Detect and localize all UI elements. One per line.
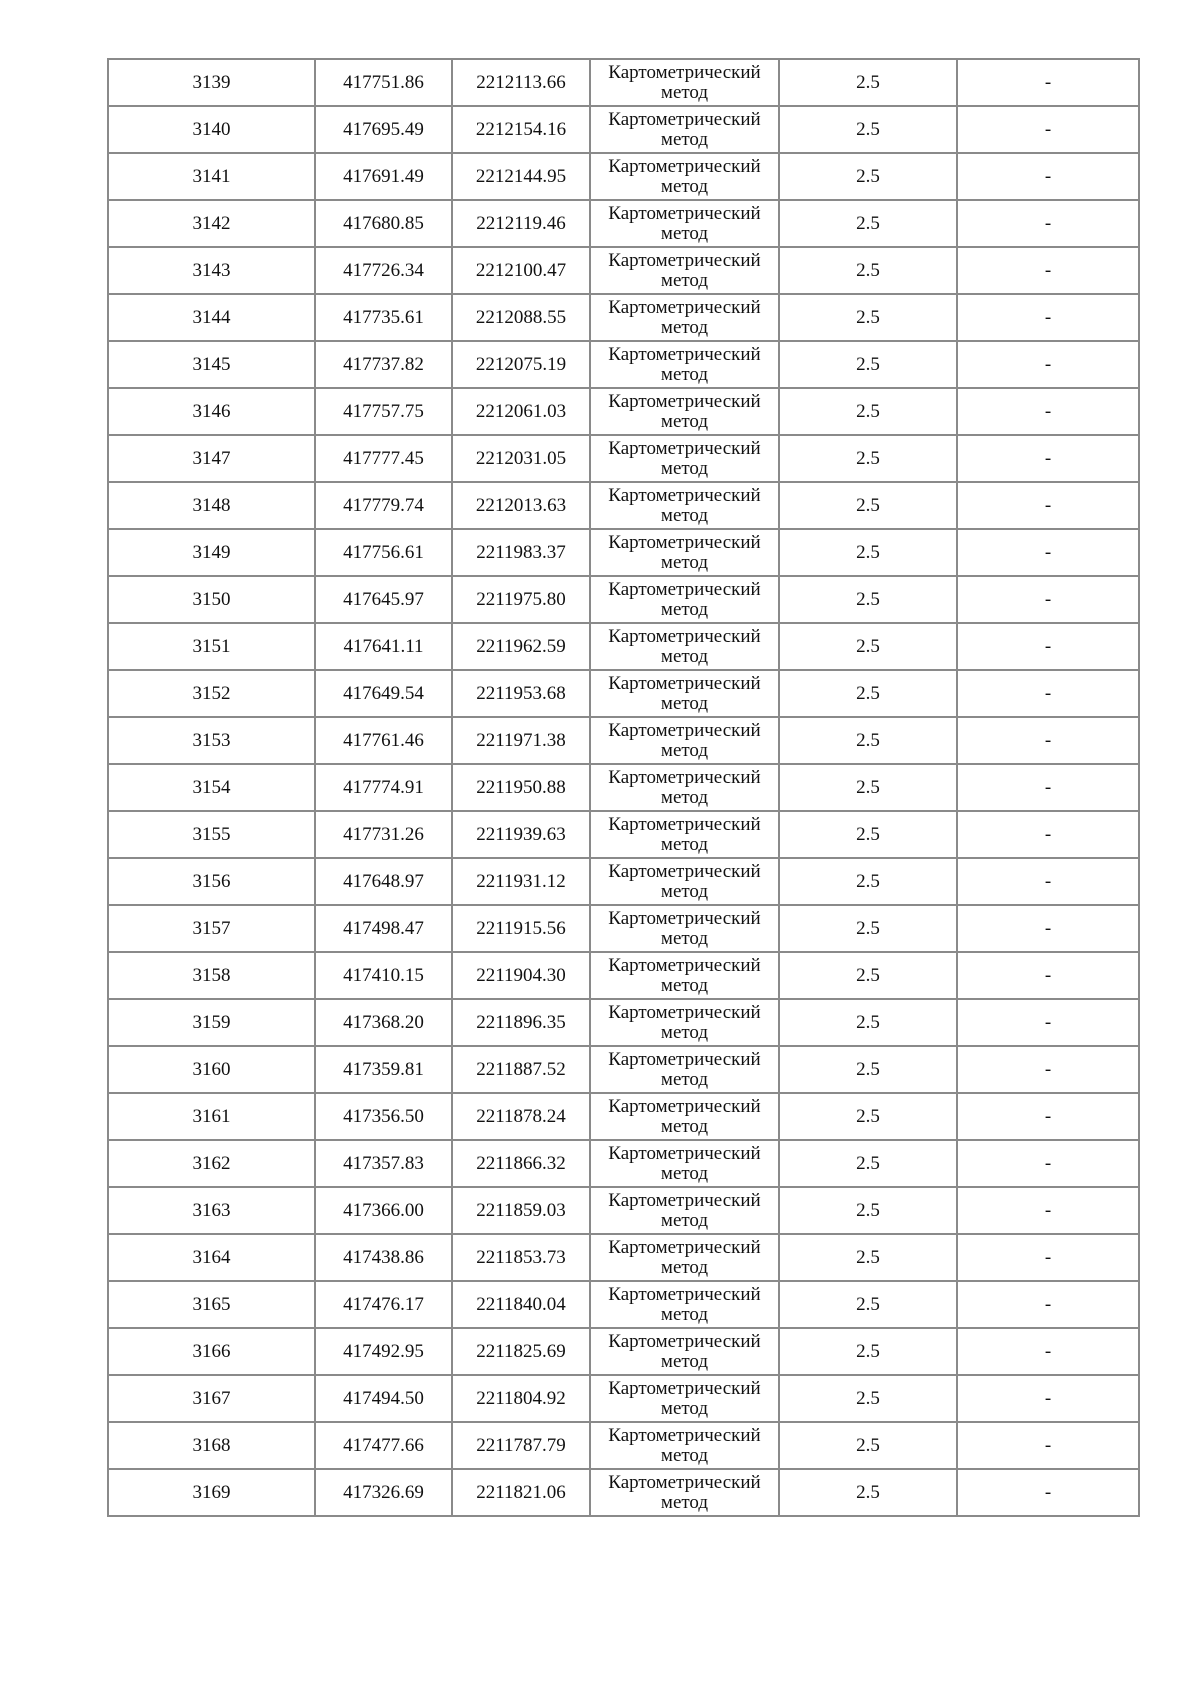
- accuracy-cell: 2.5: [779, 811, 957, 858]
- method-cell: [590, 1093, 779, 1140]
- y-coordinate-cell: 2211931.12: [452, 858, 590, 905]
- method-cell: [590, 905, 779, 952]
- note-cell: -: [957, 717, 1139, 764]
- accuracy-cell: 2.5: [779, 529, 957, 576]
- point-number-cell: 3140: [108, 106, 315, 153]
- table-row: [108, 341, 1139, 388]
- method-cell: [590, 1140, 779, 1187]
- table-row: [108, 59, 1139, 106]
- y-coordinate-cell: 2211866.32: [452, 1140, 590, 1187]
- accuracy-cell: 2.5: [779, 670, 957, 717]
- method-cell: [590, 1234, 779, 1281]
- table-row: [108, 811, 1139, 858]
- point-number-cell: 3155: [108, 811, 315, 858]
- note-cell: -: [957, 200, 1139, 247]
- method-line-2: метод: [660, 1397, 709, 1419]
- method-line-1: Картометрический: [608, 108, 761, 130]
- point-number-cell: 3142: [108, 200, 315, 247]
- method-cell: [590, 482, 779, 529]
- point-number-cell: 3162: [108, 1140, 315, 1187]
- x-coordinate-cell: 417757.75: [315, 388, 452, 435]
- x-coordinate-cell: 417498.47: [315, 905, 452, 952]
- accuracy-cell: 2.5: [779, 1328, 957, 1375]
- method-line-2: метод: [660, 222, 709, 244]
- method-line-2: метод: [660, 1209, 709, 1231]
- note-cell: -: [957, 811, 1139, 858]
- accuracy-cell: 2.5: [779, 1469, 957, 1516]
- table-row: [108, 1281, 1139, 1328]
- y-coordinate-cell: 2212154.16: [452, 106, 590, 153]
- x-coordinate-cell: 417774.91: [315, 764, 452, 811]
- accuracy-cell: 2.5: [779, 435, 957, 482]
- y-coordinate-cell: 2212088.55: [452, 294, 590, 341]
- method-line-1: Картометрический: [608, 1377, 761, 1399]
- method-cell: [590, 294, 779, 341]
- method-cell: [590, 1328, 779, 1375]
- x-coordinate-cell: 417735.61: [315, 294, 452, 341]
- table-row: [108, 1328, 1139, 1375]
- method-line-1: Картометрический: [608, 672, 761, 694]
- table-row: [108, 623, 1139, 670]
- note-cell: -: [957, 1046, 1139, 1093]
- method-line-2: метод: [660, 551, 709, 573]
- accuracy-cell: 2.5: [779, 717, 957, 764]
- table-row: [108, 106, 1139, 153]
- method-cell: [590, 435, 779, 482]
- y-coordinate-cell: 2212119.46: [452, 200, 590, 247]
- point-number-cell: 3144: [108, 294, 315, 341]
- point-number-cell: 3167: [108, 1375, 315, 1422]
- method-line-2: метод: [660, 598, 709, 620]
- method-line-2: метод: [660, 927, 709, 949]
- y-coordinate-cell: 2211787.79: [452, 1422, 590, 1469]
- accuracy-cell: 2.5: [779, 106, 957, 153]
- y-coordinate-cell: 2212144.95: [452, 153, 590, 200]
- accuracy-cell: 2.5: [779, 1046, 957, 1093]
- x-coordinate-cell: 417476.17: [315, 1281, 452, 1328]
- method-line-2: метод: [660, 504, 709, 526]
- x-coordinate-cell: 417641.11: [315, 623, 452, 670]
- x-coordinate-cell: 417731.26: [315, 811, 452, 858]
- method-line-2: метод: [660, 1256, 709, 1278]
- accuracy-cell: 2.5: [779, 576, 957, 623]
- note-cell: -: [957, 1234, 1139, 1281]
- y-coordinate-cell: 2211953.68: [452, 670, 590, 717]
- y-coordinate-cell: 2212013.63: [452, 482, 590, 529]
- method-cell: [590, 1046, 779, 1093]
- note-cell: -: [957, 576, 1139, 623]
- method-cell: [590, 1187, 779, 1234]
- method-cell: [590, 1281, 779, 1328]
- method-cell: [590, 59, 779, 106]
- x-coordinate-cell: 417648.97: [315, 858, 452, 905]
- note-cell: -: [957, 529, 1139, 576]
- method-cell: [590, 576, 779, 623]
- accuracy-cell: 2.5: [779, 999, 957, 1046]
- x-coordinate-cell: 417477.66: [315, 1422, 452, 1469]
- x-coordinate-cell: 417680.85: [315, 200, 452, 247]
- note-cell: -: [957, 247, 1139, 294]
- point-number-cell: 3169: [108, 1469, 315, 1516]
- method-line-1: Картометрический: [608, 155, 761, 177]
- method-line-1: Картометрический: [608, 578, 761, 600]
- y-coordinate-cell: 2211859.03: [452, 1187, 590, 1234]
- accuracy-cell: 2.5: [779, 905, 957, 952]
- y-coordinate-cell: 2211939.63: [452, 811, 590, 858]
- x-coordinate-cell: 417761.46: [315, 717, 452, 764]
- point-number-cell: 3168: [108, 1422, 315, 1469]
- accuracy-cell: 2.5: [779, 952, 957, 999]
- method-line-1: Картометрический: [608, 1095, 761, 1117]
- point-number-cell: 3161: [108, 1093, 315, 1140]
- method-line-1: Картометрический: [608, 954, 761, 976]
- note-cell: -: [957, 858, 1139, 905]
- y-coordinate-cell: 2211971.38: [452, 717, 590, 764]
- method-line-1: Картометрический: [608, 296, 761, 318]
- method-line-1: Картометрический: [608, 531, 761, 553]
- table-row: [108, 999, 1139, 1046]
- table-row: [108, 1375, 1139, 1422]
- coordinates-table: [107, 58, 1140, 1517]
- method-line-1: Картометрический: [608, 813, 761, 835]
- x-coordinate-cell: 417777.45: [315, 435, 452, 482]
- accuracy-cell: 2.5: [779, 1093, 957, 1140]
- note-cell: -: [957, 482, 1139, 529]
- note-cell: -: [957, 59, 1139, 106]
- method-line-1: Картометрический: [608, 1283, 761, 1305]
- x-coordinate-cell: 417492.95: [315, 1328, 452, 1375]
- note-cell: -: [957, 1328, 1139, 1375]
- note-cell: -: [957, 1469, 1139, 1516]
- method-line-1: Картометрический: [608, 1471, 761, 1493]
- note-cell: -: [957, 341, 1139, 388]
- point-number-cell: 3141: [108, 153, 315, 200]
- note-cell: -: [957, 435, 1139, 482]
- note-cell: -: [957, 1375, 1139, 1422]
- y-coordinate-cell: 2212061.03: [452, 388, 590, 435]
- table-row: [108, 1046, 1139, 1093]
- method-cell: [590, 247, 779, 294]
- method-cell: [590, 341, 779, 388]
- accuracy-cell: 2.5: [779, 294, 957, 341]
- accuracy-cell: 2.5: [779, 1422, 957, 1469]
- method-line-2: метод: [660, 880, 709, 902]
- method-cell: [590, 811, 779, 858]
- point-number-cell: 3157: [108, 905, 315, 952]
- note-cell: -: [957, 905, 1139, 952]
- method-cell: [590, 388, 779, 435]
- method-cell: [590, 952, 779, 999]
- method-line-2: метод: [660, 692, 709, 714]
- y-coordinate-cell: 2211878.24: [452, 1093, 590, 1140]
- accuracy-cell: 2.5: [779, 388, 957, 435]
- x-coordinate-cell: 417726.34: [315, 247, 452, 294]
- note-cell: -: [957, 670, 1139, 717]
- method-line-2: метод: [660, 786, 709, 808]
- point-number-cell: 3165: [108, 1281, 315, 1328]
- y-coordinate-cell: 2211975.80: [452, 576, 590, 623]
- method-line-1: Картометрический: [608, 437, 761, 459]
- method-line-1: Картометрический: [608, 1142, 761, 1164]
- method-line-2: метод: [660, 363, 709, 385]
- y-coordinate-cell: 2211904.30: [452, 952, 590, 999]
- method-line-2: метод: [660, 1115, 709, 1137]
- method-cell: [590, 999, 779, 1046]
- x-coordinate-cell: 417756.61: [315, 529, 452, 576]
- point-number-cell: 3143: [108, 247, 315, 294]
- y-coordinate-cell: 2212031.05: [452, 435, 590, 482]
- y-coordinate-cell: 2211804.92: [452, 1375, 590, 1422]
- table-row: [108, 294, 1139, 341]
- note-cell: -: [957, 623, 1139, 670]
- accuracy-cell: 2.5: [779, 200, 957, 247]
- y-coordinate-cell: 2211887.52: [452, 1046, 590, 1093]
- point-number-cell: 3159: [108, 999, 315, 1046]
- accuracy-cell: 2.5: [779, 1281, 957, 1328]
- table-row: [108, 435, 1139, 482]
- note-cell: -: [957, 952, 1139, 999]
- method-cell: [590, 529, 779, 576]
- note-cell: -: [957, 999, 1139, 1046]
- table-row: [108, 1422, 1139, 1469]
- method-line-2: метод: [660, 1162, 709, 1184]
- method-cell: [590, 153, 779, 200]
- method-line-2: метод: [660, 316, 709, 338]
- point-number-cell: 3149: [108, 529, 315, 576]
- x-coordinate-cell: 417356.50: [315, 1093, 452, 1140]
- x-coordinate-cell: 417779.74: [315, 482, 452, 529]
- table-row: [108, 1469, 1139, 1516]
- table-row: [108, 905, 1139, 952]
- method-line-2: метод: [660, 1021, 709, 1043]
- method-line-2: метод: [660, 269, 709, 291]
- method-line-2: метод: [660, 1350, 709, 1372]
- method-line-2: метод: [660, 645, 709, 667]
- note-cell: -: [957, 1187, 1139, 1234]
- x-coordinate-cell: 417691.49: [315, 153, 452, 200]
- accuracy-cell: 2.5: [779, 153, 957, 200]
- method-line-2: метод: [660, 1444, 709, 1466]
- point-number-cell: 3160: [108, 1046, 315, 1093]
- note-cell: -: [957, 106, 1139, 153]
- method-line-1: Картометрический: [608, 1048, 761, 1070]
- method-cell: [590, 1469, 779, 1516]
- x-coordinate-cell: 417359.81: [315, 1046, 452, 1093]
- table-row: [108, 529, 1139, 576]
- method-cell: [590, 717, 779, 764]
- x-coordinate-cell: 417695.49: [315, 106, 452, 153]
- point-number-cell: 3154: [108, 764, 315, 811]
- method-cell: [590, 764, 779, 811]
- method-cell: [590, 106, 779, 153]
- point-number-cell: 3151: [108, 623, 315, 670]
- method-line-1: Картометрический: [608, 625, 761, 647]
- method-line-2: метод: [660, 1491, 709, 1513]
- table-row: [108, 1093, 1139, 1140]
- y-coordinate-cell: 2211950.88: [452, 764, 590, 811]
- method-line-1: Картометрический: [608, 61, 761, 83]
- x-coordinate-cell: 417368.20: [315, 999, 452, 1046]
- method-line-2: метод: [660, 81, 709, 103]
- accuracy-cell: 2.5: [779, 1375, 957, 1422]
- coordinates-table-body: [108, 59, 1139, 1516]
- y-coordinate-cell: 2211821.06: [452, 1469, 590, 1516]
- method-line-1: Картометрический: [608, 907, 761, 929]
- table-row: [108, 858, 1139, 905]
- note-cell: -: [957, 388, 1139, 435]
- point-number-cell: 3158: [108, 952, 315, 999]
- point-number-cell: 3152: [108, 670, 315, 717]
- method-line-2: метод: [660, 739, 709, 761]
- table-row: [108, 1140, 1139, 1187]
- note-cell: -: [957, 1422, 1139, 1469]
- x-coordinate-cell: 417649.54: [315, 670, 452, 717]
- method-line-2: метод: [660, 1068, 709, 1090]
- method-line-2: метод: [660, 128, 709, 150]
- accuracy-cell: 2.5: [779, 1187, 957, 1234]
- table-row: [108, 952, 1139, 999]
- method-line-1: Картометрический: [608, 1330, 761, 1352]
- method-line-2: метод: [660, 1303, 709, 1325]
- accuracy-cell: 2.5: [779, 1234, 957, 1281]
- point-number-cell: 3153: [108, 717, 315, 764]
- point-number-cell: 3147: [108, 435, 315, 482]
- table-row: [108, 717, 1139, 764]
- point-number-cell: 3164: [108, 1234, 315, 1281]
- note-cell: -: [957, 1093, 1139, 1140]
- y-coordinate-cell: 2211853.73: [452, 1234, 590, 1281]
- method-line-2: метод: [660, 175, 709, 197]
- note-cell: -: [957, 1140, 1139, 1187]
- x-coordinate-cell: 417438.86: [315, 1234, 452, 1281]
- method-line-2: метод: [660, 410, 709, 432]
- note-cell: -: [957, 294, 1139, 341]
- method-line-1: Картометрический: [608, 860, 761, 882]
- method-line-2: метод: [660, 974, 709, 996]
- table-row: [108, 670, 1139, 717]
- note-cell: -: [957, 1281, 1139, 1328]
- y-coordinate-cell: 2212075.19: [452, 341, 590, 388]
- x-coordinate-cell: 417494.50: [315, 1375, 452, 1422]
- accuracy-cell: 2.5: [779, 59, 957, 106]
- point-number-cell: 3163: [108, 1187, 315, 1234]
- point-number-cell: 3150: [108, 576, 315, 623]
- y-coordinate-cell: 2212113.66: [452, 59, 590, 106]
- accuracy-cell: 2.5: [779, 341, 957, 388]
- method-line-1: Картометрический: [608, 202, 761, 224]
- method-cell: [590, 1422, 779, 1469]
- point-number-cell: 3156: [108, 858, 315, 905]
- method-cell: [590, 858, 779, 905]
- x-coordinate-cell: 417410.15: [315, 952, 452, 999]
- x-coordinate-cell: 417645.97: [315, 576, 452, 623]
- x-coordinate-cell: 417737.82: [315, 341, 452, 388]
- accuracy-cell: 2.5: [779, 482, 957, 529]
- method-line-1: Картометрический: [608, 390, 761, 412]
- table-row: [108, 200, 1139, 247]
- y-coordinate-cell: 2211915.56: [452, 905, 590, 952]
- method-cell: [590, 1375, 779, 1422]
- method-line-1: Картометрический: [608, 484, 761, 506]
- method-line-1: Картометрический: [608, 1236, 761, 1258]
- table-row: [108, 1187, 1139, 1234]
- y-coordinate-cell: 2212100.47: [452, 247, 590, 294]
- method-cell: [590, 200, 779, 247]
- table-row: [108, 247, 1139, 294]
- accuracy-cell: 2.5: [779, 623, 957, 670]
- note-cell: -: [957, 764, 1139, 811]
- accuracy-cell: 2.5: [779, 764, 957, 811]
- method-cell: [590, 670, 779, 717]
- x-coordinate-cell: 417751.86: [315, 59, 452, 106]
- table-row: [108, 153, 1139, 200]
- method-line-1: Картометрический: [608, 249, 761, 271]
- x-coordinate-cell: 417357.83: [315, 1140, 452, 1187]
- method-line-1: Картометрический: [608, 343, 761, 365]
- point-number-cell: 3166: [108, 1328, 315, 1375]
- method-line-1: Картометрический: [608, 719, 761, 741]
- accuracy-cell: 2.5: [779, 1140, 957, 1187]
- x-coordinate-cell: 417326.69: [315, 1469, 452, 1516]
- point-number-cell: 3145: [108, 341, 315, 388]
- accuracy-cell: 2.5: [779, 858, 957, 905]
- method-line-2: метод: [660, 457, 709, 479]
- point-number-cell: 3148: [108, 482, 315, 529]
- method-line-1: Картометрический: [608, 1001, 761, 1023]
- method-line-1: Картометрический: [608, 1424, 761, 1446]
- x-coordinate-cell: 417366.00: [315, 1187, 452, 1234]
- y-coordinate-cell: 2211825.69: [452, 1328, 590, 1375]
- accuracy-cell: 2.5: [779, 247, 957, 294]
- table-row: [108, 482, 1139, 529]
- point-number-cell: 3146: [108, 388, 315, 435]
- method-line-1: Картометрический: [608, 1189, 761, 1211]
- table-row: [108, 764, 1139, 811]
- y-coordinate-cell: 2211983.37: [452, 529, 590, 576]
- method-line-1: Картометрический: [608, 766, 761, 788]
- y-coordinate-cell: 2211962.59: [452, 623, 590, 670]
- table-row: [108, 388, 1139, 435]
- point-number-cell: 3139: [108, 59, 315, 106]
- table-row: [108, 576, 1139, 623]
- table-row: [108, 1234, 1139, 1281]
- method-cell: [590, 623, 779, 670]
- note-cell: -: [957, 153, 1139, 200]
- y-coordinate-cell: 2211896.35: [452, 999, 590, 1046]
- method-line-2: метод: [660, 833, 709, 855]
- y-coordinate-cell: 2211840.04: [452, 1281, 590, 1328]
